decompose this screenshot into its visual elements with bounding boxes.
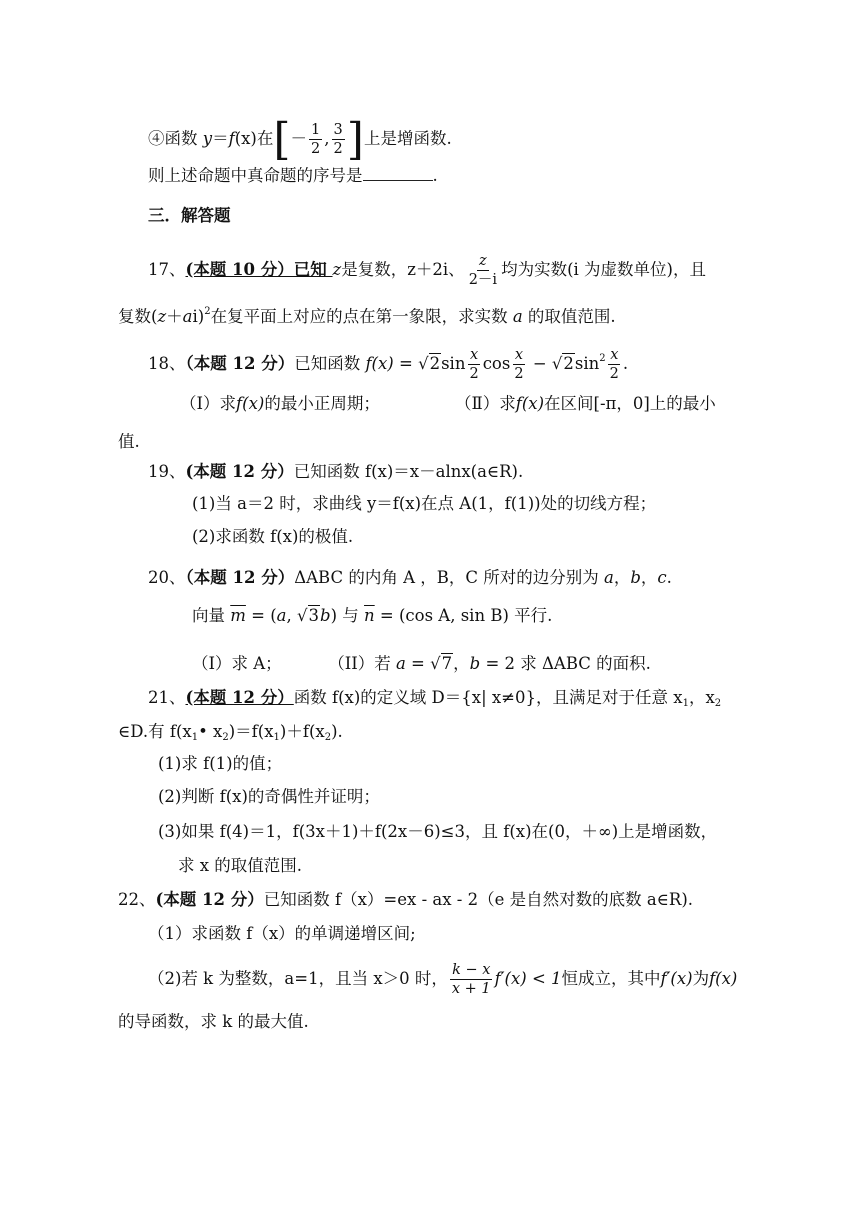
q17-line2 [118, 298, 616, 331]
q20-number: 20、 [148, 568, 186, 587]
q22-item2 [148, 958, 737, 1000]
comma: ， [453, 654, 470, 673]
q17-number: 17、 [148, 260, 186, 279]
sin: sin [441, 354, 466, 373]
cos: cos [482, 354, 511, 373]
var-z: z [332, 260, 342, 279]
q17-score-tag: (本题 10 分）已知 [185, 260, 333, 279]
q16-item4-line [148, 113, 452, 165]
period: . [666, 568, 672, 587]
var-z: z [157, 307, 167, 326]
q20-p2b: = [405, 654, 431, 673]
q22-i2b: f′(x) < 1 [494, 969, 562, 988]
q19-line1 [148, 458, 523, 486]
q21-t2: ，x [688, 688, 715, 707]
q16-item4-prefix: ④函数 [148, 129, 203, 148]
frac-den: 2 [514, 366, 524, 382]
q22-i2e: 为 [692, 969, 710, 988]
radicand: 2 [563, 354, 574, 373]
q22-i2c: 恒成立，其中 [561, 969, 661, 988]
radicand: 2 [429, 354, 441, 373]
q17-text2: 均为实数(i 为虚数单位)，且 [501, 260, 706, 279]
q17-expr1: z＋2i、 [407, 260, 465, 279]
frac-den: x + 1 [451, 981, 491, 997]
right-bracket: ] [346, 113, 364, 165]
q19-sub2: (2)求函数 f(x)的极值. [192, 527, 354, 546]
subscript: 1 [682, 698, 689, 709]
q20-line3 [192, 650, 651, 678]
var-a: a [182, 307, 193, 326]
section-title: 三．解答题 [148, 206, 231, 225]
q21-item3: (3)如果 f(4)＝1，f(3x＋1)＋f(2x－6)≤3，且 f(x)在(0，＋∞)上是增函数， [158, 822, 718, 841]
q21-l2d: )＋f(x [279, 722, 325, 741]
q21-item1: (1)求 f(1)的值； [158, 754, 283, 773]
q22-text: 已知函数 f（x）=ex - ax - 2（e 是自然对数的底数 a∈R). [263, 890, 693, 909]
radicand: 7 [441, 654, 453, 673]
subscript: 1 [273, 732, 280, 743]
q16-answer-line [148, 162, 438, 190]
q21-l2c: )＝f(x [228, 722, 274, 741]
q22-line1 [118, 886, 693, 914]
fraction-x-over-2 [512, 346, 525, 383]
q22-item1: （1）求函数 f（x）的单调递增区间; [148, 924, 416, 943]
answer-blank [363, 166, 433, 181]
q18-fx: f(x) = [365, 354, 419, 373]
var-a: a [603, 568, 614, 587]
q20-line2 [192, 602, 552, 630]
frac-den: 2－i [468, 272, 498, 288]
var-a: a [276, 606, 287, 625]
q20-v1: 向量 [192, 606, 231, 625]
q22-i2a: （2)若 k 为整数，a=1，且当 x＞0 时， [148, 969, 448, 988]
q18-line1 [148, 338, 628, 385]
word-in: 在 [256, 129, 274, 148]
q21-item3-tail: 求 x 的取值范围. [178, 856, 303, 875]
q21-line2 [118, 718, 343, 752]
superscript: 2 [204, 306, 211, 317]
q18-number: 18、 [148, 354, 186, 373]
q20-line1 [148, 564, 672, 592]
var-x: (x) [234, 129, 257, 148]
q21-item2: (2)判断 f(x)的奇偶性并证明； [158, 787, 380, 806]
q18-part1 [180, 390, 380, 418]
q17-l2d: 在复平面上对应的点在第一象限，求实数 [210, 307, 513, 326]
frac-num: 1 [311, 122, 321, 138]
q21-t1: 函数 f(x)的定义域 D＝{x| x≠0}，且满足对于任意 x [293, 688, 683, 707]
q19-text: 已知函数 f(x)＝x－alnx(a∈R). [293, 462, 524, 481]
q17-l2e: 的取值范围. [522, 307, 616, 326]
q21-score-tag: (本题 12 分） [185, 688, 294, 707]
var-f: f [228, 129, 235, 148]
sin: sin [574, 354, 600, 373]
q19-score-tag: (本题 12 分） [185, 462, 294, 481]
radicand: 3 [308, 606, 320, 625]
q19-number: 19、 [148, 462, 186, 481]
q17-l2c: i) [192, 307, 205, 326]
minus-sign: － [290, 129, 308, 148]
frac-den: 2 [609, 366, 619, 382]
q20-p2f: = 2 求 ΔABC 的面积. [480, 654, 651, 673]
q16-answer-text: 则上述命题中真命题的序号是 [148, 166, 363, 185]
var-a: a [395, 654, 406, 673]
q18-score-tag: （本题 12 分） [185, 354, 295, 373]
var-c: c [657, 568, 667, 587]
q21-l2b: • x [198, 722, 223, 741]
subscript: 1 [191, 732, 199, 743]
frac-num: x [514, 347, 524, 363]
q18-p2f: f(x) [515, 394, 545, 413]
q18-p1f: f(x) [236, 394, 265, 413]
fraction-k-minus-x [450, 961, 493, 998]
var-b: b [630, 568, 641, 587]
subscript: 2 [714, 698, 722, 709]
q22-item2-tail: 的导函数，求 k 的最大值. [118, 1012, 309, 1031]
period: . [432, 166, 438, 185]
q21-l2e: ). [331, 722, 343, 741]
frac-num: z [479, 253, 487, 269]
var-a: a [512, 307, 523, 326]
q18-p1: （Ⅰ）求 [180, 394, 237, 413]
q22-i2f: f(x) [709, 969, 738, 988]
sqrt: √2 [418, 354, 441, 373]
frac-den: 2 [311, 141, 321, 157]
q22-i2d: f′(x) [660, 969, 693, 988]
fraction-x-over-2 [467, 346, 480, 383]
comma: ， [640, 568, 658, 587]
q16-item4-suffix: 上是增函数. [363, 129, 452, 148]
sqrt: √2 [551, 354, 574, 373]
fraction-z-over [467, 252, 499, 289]
sqrt: √3 [297, 606, 320, 625]
subscript: 2 [222, 732, 229, 743]
q17-l2b: ＋ [166, 307, 183, 326]
frac-den: 2 [333, 141, 343, 157]
q21-line1 [148, 684, 721, 718]
q22-score-tag: (本题 12 分） [155, 890, 264, 909]
q21-l2a: ∈D.有 f(x [118, 722, 192, 741]
q22-number: 22、 [118, 890, 156, 909]
q17-text1: 是复数， [341, 260, 408, 279]
comma: ， [613, 568, 631, 587]
vector-m: $\overline{m}$ [230, 606, 246, 625]
fraction-three-halves [332, 121, 345, 158]
q19-sub1: (1)当 a＝2 时，求曲线 y＝f(x)在点 A(1，f(1))处的切线方程； [192, 494, 657, 513]
q21-number: 21、 [148, 688, 186, 707]
q18-p2e: 在区间[-π，0]上的最小 [544, 394, 716, 413]
q18-p2: （Ⅱ）求 [455, 394, 516, 413]
subscript: 2 [324, 732, 332, 743]
var-b: b [469, 654, 481, 673]
frac-num: x [610, 347, 619, 363]
vector-n: $\overline{n}$ [364, 606, 375, 625]
q20-p1: （I）求 A； [192, 654, 282, 673]
fraction-half [309, 121, 322, 158]
q18-part2-tail: 值. [118, 432, 140, 451]
var-b: b [320, 606, 331, 625]
q20-v8: = (cos A, sin B) 平行. [374, 606, 553, 625]
q18-part2 [455, 390, 716, 418]
q20-p2: （II）若 [328, 654, 396, 673]
sqrt: √7 [430, 654, 453, 673]
q20-v7: ) 与 [330, 606, 365, 625]
eq-sign: ＝ [212, 129, 229, 148]
q17-l2a: 复数( [118, 307, 158, 326]
q17-line1 [148, 250, 706, 290]
comma: , [324, 129, 330, 148]
q20-score-tag: （本题 12 分） [185, 568, 295, 587]
fraction-x-over-2 [608, 346, 621, 383]
q20-text: ΔABC 的内角 A ，B，C 所对的边分别为 [294, 568, 604, 587]
q20-v4: , [286, 606, 298, 625]
period: . [622, 354, 629, 373]
left-bracket: [ [273, 113, 291, 165]
var-y: y [202, 129, 213, 148]
q18-p1e: 的最小正周期； [264, 394, 380, 413]
q20-v2: = ( [245, 606, 277, 625]
q18-text1: 已知函数 [294, 354, 361, 373]
minus: − [527, 354, 552, 373]
frac-num: x [469, 347, 479, 363]
frac-den: 2 [469, 366, 479, 382]
frac-num: 3 [333, 122, 343, 138]
superscript: 2 [599, 353, 606, 364]
frac-num: k − x [452, 962, 491, 978]
